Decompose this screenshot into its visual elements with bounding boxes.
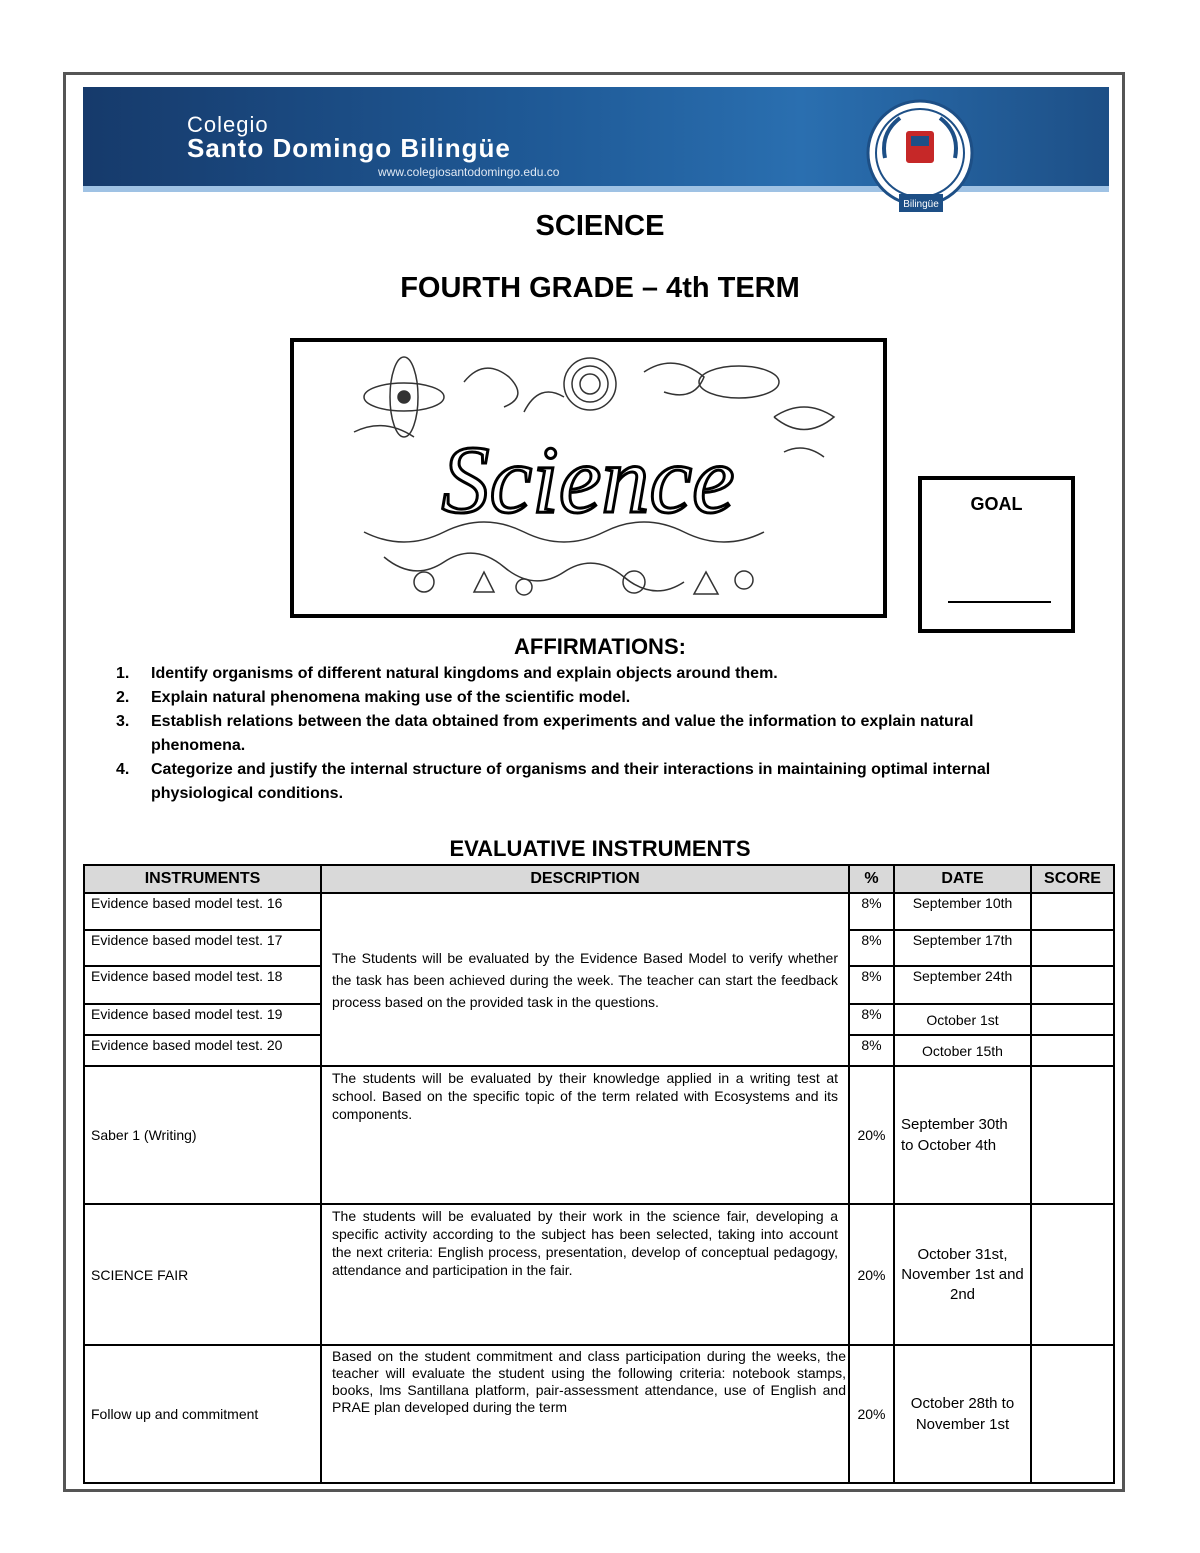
column-header-percent: % (849, 865, 894, 893)
affirmation-item: 4. Categorize and justify the internal structure of organisms and their interactions in maintaining optimal internal physiological conditions. (116, 761, 991, 802)
goal-label: GOAL (970, 494, 1023, 514)
instrument-cell: Evidence based model test. 20 (84, 1035, 321, 1066)
score-cell (1031, 1004, 1114, 1035)
percent-cell: 20% (849, 1204, 894, 1345)
science-artwork (290, 338, 887, 618)
score-cell (1031, 1204, 1114, 1345)
seal-bilingue-text: Bilingüe (903, 199, 939, 210)
instrument-cell: Evidence based model test. 19 (84, 1004, 321, 1035)
school-name-line1: Colegio (187, 112, 269, 137)
affirmations-title: AFFIRMATIONS: (514, 634, 686, 659)
column-header-description: DESCRIPTION (321, 865, 849, 893)
description-cell: The students will be evaluated by their knowledge applied in a writing test at school. Based on the specific topic of the term related with Ecosystems and its components. (321, 1066, 849, 1204)
date-cell: September 10th (894, 893, 1031, 930)
instrument-cell: Evidence based model test. 18 (84, 966, 321, 1004)
instrument-cell: Evidence based model test. 17 (84, 930, 321, 966)
column-header-score: SCORE (1031, 865, 1114, 893)
table-row (84, 893, 1114, 930)
date-cell: October 1st (894, 1004, 1031, 1035)
table-row (84, 1066, 1114, 1204)
table-row (84, 1204, 1114, 1345)
evaluative-instruments-title: EVALUATIVE INSTRUMENTS (449, 836, 751, 861)
column-header-instruments: INSTRUMENTS (84, 865, 321, 893)
score-cell (1031, 1035, 1114, 1066)
instrument-cell: SCIENCE FAIR (84, 1204, 321, 1345)
instrument-cell: Saber 1 (Writing) (84, 1066, 321, 1204)
score-cell (1031, 893, 1114, 930)
goal-blank-line (948, 601, 1051, 603)
school-seal-logo (855, 98, 985, 218)
subject-title: SCIENCE (535, 210, 665, 242)
affirmation-item: 2. Explain natural phenomena making use of the scientific model. (116, 689, 631, 706)
date-cell: September 24th (894, 966, 1031, 1004)
date-cell: September 30th to October 4th (894, 1066, 1031, 1204)
evaluative-instruments-table (83, 864, 1115, 1484)
instrument-cell: Evidence based model test. 16 (84, 893, 321, 930)
percent-cell: 20% (849, 1345, 894, 1483)
description-cell: Based on the student commitment and class participation during the weeks, the teacher will evaluate the student using the following criteria: notebook stamps, books, lms Santillana platform, pair-assessment attendance, use of English and PRAE plan developed during the term (321, 1345, 849, 1483)
description-cell: The students will be evaluated by their work in the science fair, developing a specific activity according to the subject has been selected, taking into account the next criteria: English process, presentation, develop of conceptual pedagogy, attendance and participation in the fair. (321, 1204, 849, 1345)
instrument-cell: Follow up and commitment (84, 1345, 321, 1483)
percent-cell: 20% (849, 1066, 894, 1204)
date-cell: October 28th to November 1st (894, 1345, 1031, 1483)
score-cell (1031, 930, 1114, 966)
score-cell (1031, 966, 1114, 1004)
science-artwork-word: Science (441, 426, 735, 533)
shared-description-cell: The Students will be evaluated by the Evidence Based Model to verify whether the task has been achieved during the week. The teacher can start the feedback process based on the provided task in the questions. (321, 893, 849, 1066)
percent-cell: 8% (849, 930, 894, 966)
score-cell (1031, 1345, 1114, 1483)
school-website: www.colegiosantodomingo.edu.co (378, 165, 560, 179)
score-cell (1031, 1066, 1114, 1204)
goal-box (918, 476, 1075, 633)
affirmations-list (116, 662, 1066, 806)
percent-cell: 8% (849, 966, 894, 1004)
column-header-date: DATE (894, 865, 1031, 893)
percent-cell: 8% (849, 1004, 894, 1035)
grade-term-title: FOURTH GRADE – 4th TERM (400, 272, 800, 304)
table-row (84, 1345, 1114, 1483)
affirmation-item: 3. Establish relations between the data obtained from experiments and value the information to explain natural phenomena. (116, 713, 974, 754)
date-cell: October 31st, November 1st and 2nd (894, 1204, 1031, 1345)
date-cell: September 17th (894, 930, 1031, 966)
percent-cell: 8% (849, 1035, 894, 1066)
date-cell: October 15th (894, 1035, 1031, 1066)
school-name-line2: Santo Domingo Bilingüe (187, 133, 511, 163)
affirmation-item: 1. Identify organisms of different natural kingdoms and explain objects around them. (116, 665, 778, 682)
percent-cell: 8% (849, 893, 894, 930)
table-header-row (84, 865, 1114, 893)
